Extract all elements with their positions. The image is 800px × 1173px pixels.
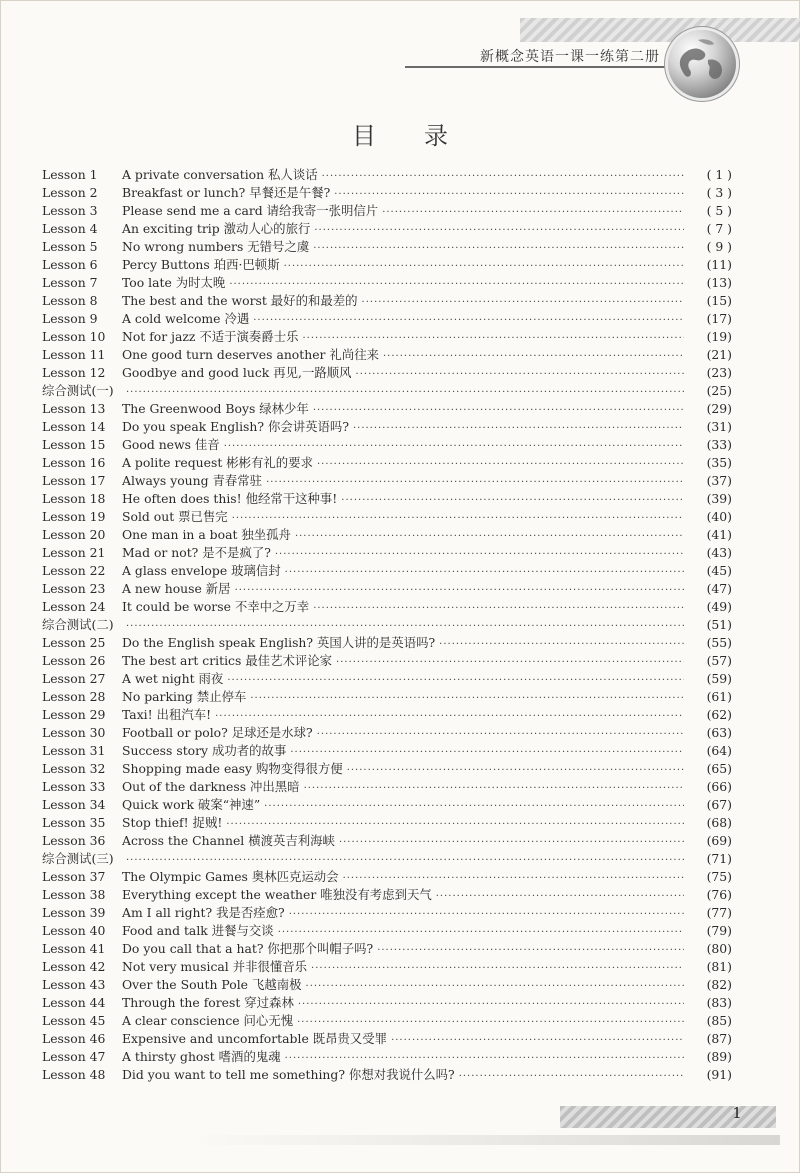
toc-entry[interactable] xyxy=(42,634,732,652)
lesson-label: Lesson 22 xyxy=(42,563,106,578)
lesson-label: Lesson 34 xyxy=(42,797,106,812)
lesson-title: Taxi! 出租汽车! xyxy=(122,707,212,722)
page-reference: (67) xyxy=(706,797,732,812)
lesson-title: Football or polo? 足球还是水球? xyxy=(122,725,313,740)
page-reference: (77) xyxy=(706,905,732,920)
page-reference: ( 1 ) xyxy=(706,167,732,182)
page-reference: (35) xyxy=(706,455,732,470)
lesson-label: Lesson 15 xyxy=(42,437,106,452)
lesson-title: A clear conscience 问心无愧 xyxy=(122,1013,294,1028)
toc-entry[interactable] xyxy=(42,166,732,184)
dot-leader xyxy=(253,312,684,330)
lesson-title: Food and talk 进餐与交谈 xyxy=(122,923,274,938)
footer-shadow xyxy=(180,1135,780,1145)
toc-entry[interactable] xyxy=(42,688,732,706)
lesson-label: Lesson 8 xyxy=(42,293,98,308)
toc-entry[interactable] xyxy=(42,598,732,616)
lesson-label: Lesson 1 xyxy=(42,167,98,182)
toc-entry[interactable] xyxy=(42,940,732,958)
dot-leader xyxy=(314,222,684,240)
dot-leader xyxy=(339,834,684,852)
toc-entry[interactable] xyxy=(42,814,732,832)
lesson-label: Lesson 36 xyxy=(42,833,106,848)
dot-leader xyxy=(383,348,684,366)
dot-leader xyxy=(334,186,684,204)
lesson-title: Shopping made easy 购物变得很方便 xyxy=(122,761,343,776)
dot-leader xyxy=(290,744,684,762)
dot-leader xyxy=(336,654,684,672)
lesson-label: Lesson 25 xyxy=(42,635,106,650)
page-reference: (43) xyxy=(706,545,732,560)
lesson-label: Lesson 37 xyxy=(42,869,106,884)
lesson-title: The Greenwood Boys 绿林少年 xyxy=(122,401,309,416)
book-title: 新概念英语一课一练第二册 xyxy=(480,49,660,65)
lesson-label: Lesson 5 xyxy=(42,239,98,254)
lesson-label: Lesson 14 xyxy=(42,419,106,434)
toc-entry[interactable] xyxy=(42,1012,732,1030)
dot-leader xyxy=(306,978,684,996)
table-of-contents xyxy=(42,166,732,1084)
lesson-label: Lesson 23 xyxy=(42,581,106,596)
lesson-label: Lesson 9 xyxy=(42,311,98,326)
toc-entry[interactable] xyxy=(42,436,732,454)
lesson-label: Lesson 42 xyxy=(42,959,106,974)
dot-leader xyxy=(227,672,684,690)
page-reference: (89) xyxy=(706,1049,732,1064)
page-reference: (65) xyxy=(706,761,732,776)
page-reference: (71) xyxy=(706,851,732,866)
toc-entry[interactable] xyxy=(42,310,732,328)
page-reference: (80) xyxy=(706,941,732,956)
lesson-label: Lesson 7 xyxy=(42,275,98,290)
lesson-label: Lesson 16 xyxy=(42,455,106,470)
page-reference: ( 7 ) xyxy=(706,221,732,236)
lesson-label: Lesson 40 xyxy=(42,923,106,938)
toc-entry[interactable] xyxy=(42,850,732,868)
lesson-label: Lesson 26 xyxy=(42,653,106,668)
lesson-title: One man in a boat 独坐孤舟 xyxy=(122,527,291,542)
page-reference: (63) xyxy=(706,725,732,740)
lesson-title: Percy Buttons 珀西·巴顿斯 xyxy=(122,257,280,272)
toc-entry[interactable] xyxy=(42,976,732,994)
page-reference: (19) xyxy=(706,329,732,344)
toc-entry[interactable] xyxy=(42,292,732,310)
lesson-title: Success story 成功者的故事 xyxy=(122,743,287,758)
dot-leader xyxy=(285,564,684,582)
dot-leader xyxy=(356,366,684,384)
toc-entry[interactable] xyxy=(42,868,732,886)
lesson-label: Lesson 33 xyxy=(42,779,106,794)
lesson-title: No wrong numbers 无错号之虞 xyxy=(122,239,310,254)
lesson-label: Lesson 6 xyxy=(42,257,98,272)
page-reference: (21) xyxy=(706,347,732,362)
dot-leader xyxy=(304,780,684,798)
page-reference: (76) xyxy=(706,887,732,902)
lesson-title: No parking 禁止停车 xyxy=(122,689,247,704)
toc-entry[interactable] xyxy=(42,526,732,544)
toc-entry[interactable] xyxy=(42,580,732,598)
toc-entry[interactable] xyxy=(42,724,732,742)
lesson-label: Lesson 28 xyxy=(42,689,106,704)
lesson-label: Lesson 4 xyxy=(42,221,98,236)
page-reference: (69) xyxy=(706,833,732,848)
lesson-title: Goodbye and good luck 再见,一路顺风 xyxy=(122,365,352,380)
toc-entry[interactable] xyxy=(42,202,732,220)
page-reference: (17) xyxy=(706,311,732,326)
toc-entry[interactable] xyxy=(42,1030,732,1048)
lesson-label: Lesson 45 xyxy=(42,1013,106,1028)
lesson-title: Sold out 票已售完 xyxy=(122,509,228,524)
lesson-label: 综合测试(一) xyxy=(42,383,114,398)
lesson-title: Quick work 破案“神速” xyxy=(122,797,261,812)
page-reference: (68) xyxy=(706,815,732,830)
dot-leader xyxy=(311,960,684,978)
lesson-label: Lesson 29 xyxy=(42,707,106,722)
lesson-title: The Olympic Games 奥林匹克运动会 xyxy=(122,869,339,884)
lesson-title: A wet night 雨夜 xyxy=(122,671,224,686)
page-reference: (81) xyxy=(706,959,732,974)
toc-entry[interactable] xyxy=(42,220,732,238)
page-reference: (39) xyxy=(706,491,732,506)
toc-entry[interactable] xyxy=(42,544,732,562)
dot-leader xyxy=(382,204,684,222)
dot-leader xyxy=(275,546,684,564)
toc-entry[interactable] xyxy=(42,454,732,472)
lesson-title: A new house 新居 xyxy=(122,581,231,596)
page-reference: (33) xyxy=(706,437,732,452)
page-number: 1 xyxy=(732,1104,742,1122)
dot-leader xyxy=(353,420,684,438)
lesson-label: Lesson 12 xyxy=(42,365,106,380)
dot-leader xyxy=(313,402,684,420)
lesson-title: Not for jazz 不适于演奏爵士乐 xyxy=(122,329,299,344)
page-reference: (66) xyxy=(706,779,732,794)
lesson-title: Please send me a card 请给我寄一张明信片 xyxy=(122,203,379,218)
dot-leader xyxy=(459,1068,684,1086)
lesson-label: Lesson 30 xyxy=(42,725,106,740)
lesson-title: Everything except the weather 唯独没有考虑到天气 xyxy=(122,887,432,902)
lesson-title: Mad or not? 是不是疯了? xyxy=(122,545,271,560)
lesson-label: Lesson 10 xyxy=(42,329,106,344)
lesson-label: Lesson 20 xyxy=(42,527,106,542)
lesson-label: Lesson 44 xyxy=(42,995,106,1010)
toc-entry[interactable] xyxy=(42,400,732,418)
toc-entry[interactable] xyxy=(42,490,732,508)
toc-entry[interactable] xyxy=(42,238,732,256)
dot-leader xyxy=(317,726,684,744)
toc-entry[interactable] xyxy=(42,904,732,922)
dot-leader xyxy=(377,942,684,960)
page-title: 目录 xyxy=(352,122,496,150)
toc-entry[interactable] xyxy=(42,832,732,850)
lesson-title: The best and the worst 最好的和最差的 xyxy=(122,293,358,308)
lesson-label: Lesson 27 xyxy=(42,671,106,686)
lesson-title: Not very musical 并非很懂音乐 xyxy=(122,959,308,974)
lesson-title: Good news 佳音 xyxy=(122,437,220,452)
page-reference: (23) xyxy=(706,365,732,380)
lesson-title: Breakfast or lunch? 早餐还是午餐? xyxy=(122,185,331,200)
lesson-title: Do the English speak English? 英国人讲的是英语吗? xyxy=(122,635,436,650)
toc-entry[interactable] xyxy=(42,886,732,904)
page-reference: (40) xyxy=(706,509,732,524)
header-rule xyxy=(405,66,667,68)
lesson-label: Lesson 46 xyxy=(42,1031,106,1046)
page-reference: (13) xyxy=(706,275,732,290)
dot-leader xyxy=(341,492,684,510)
page-reference: (47) xyxy=(706,581,732,596)
lesson-title: A thirsty ghost 嗜酒的鬼魂 xyxy=(122,1049,281,1064)
lesson-title: Across the Channel 横渡英吉利海峡 xyxy=(122,833,335,848)
dot-leader xyxy=(250,690,684,708)
lesson-title: Expensive and uncomfortable 既昂贵又受罪 xyxy=(122,1031,388,1046)
lesson-label: Lesson 19 xyxy=(42,509,106,524)
page-reference: (31) xyxy=(706,419,732,434)
dot-leader xyxy=(317,456,684,474)
page-reference: (55) xyxy=(706,635,732,650)
page-reference: (37) xyxy=(706,473,732,488)
dot-leader xyxy=(232,510,684,528)
dot-leader xyxy=(313,240,684,258)
toc-entry[interactable] xyxy=(42,922,732,940)
lesson-title: Always young 青春常驻 xyxy=(122,473,263,488)
lesson-title: A private conversation 私人谈话 xyxy=(122,167,318,182)
lesson-title: Over the South Pole 飞越南极 xyxy=(122,977,302,992)
page-reference: (25) xyxy=(706,383,732,398)
page-reference: (29) xyxy=(706,401,732,416)
lesson-title: One good turn deserves another 礼尚往来 xyxy=(122,347,379,362)
toc-entry[interactable] xyxy=(42,472,732,490)
lesson-label: Lesson 38 xyxy=(42,887,106,902)
toc-entry[interactable] xyxy=(42,382,732,400)
lesson-label: Lesson 17 xyxy=(42,473,106,488)
page-reference: (51) xyxy=(706,617,732,632)
page-reference: (87) xyxy=(706,1031,732,1046)
toc-entry[interactable] xyxy=(42,256,732,274)
dot-leader xyxy=(439,636,684,654)
lesson-title: Do you call that a hat? 你把那个叫帽子吗? xyxy=(122,941,374,956)
lesson-label: Lesson 24 xyxy=(42,599,106,614)
toc-entry[interactable] xyxy=(42,508,732,526)
lesson-title: Am I all right? 我是否痊愈? xyxy=(122,905,285,920)
dot-leader xyxy=(362,294,684,312)
lesson-title: A polite request 彬彬有礼的要求 xyxy=(122,455,313,470)
globe-icon xyxy=(668,30,736,98)
lesson-title: Do you speak English? 你会讲英语吗? xyxy=(122,419,349,434)
lesson-title: It could be worse 不幸中之万幸 xyxy=(122,599,310,614)
toc-entry[interactable] xyxy=(42,778,732,796)
lesson-label: 综合测试(二) xyxy=(42,617,114,632)
lesson-title: Stop thief! 捉贼! xyxy=(122,815,223,830)
page-reference: (91) xyxy=(706,1067,732,1082)
page-reference: (11) xyxy=(706,257,732,272)
header-decor-strip xyxy=(520,18,800,42)
page-reference: (62) xyxy=(706,707,732,722)
page-reference: ( 5 ) xyxy=(706,203,732,218)
toc-entry[interactable] xyxy=(42,1066,732,1084)
page-reference: (15) xyxy=(706,293,732,308)
page-reference: (41) xyxy=(706,527,732,542)
page-reference: (75) xyxy=(706,869,732,884)
lesson-label: Lesson 18 xyxy=(42,491,106,506)
toc-entry[interactable] xyxy=(42,742,732,760)
lesson-label: Lesson 11 xyxy=(42,347,106,362)
dot-leader xyxy=(284,258,684,276)
page-reference: (59) xyxy=(706,671,732,686)
page-reference: (82) xyxy=(706,977,732,992)
page-reference: (45) xyxy=(706,563,732,578)
lesson-label: Lesson 35 xyxy=(42,815,106,830)
lesson-title: An exciting trip 激动人心的旅行 xyxy=(122,221,311,236)
page-reference: (79) xyxy=(706,923,732,938)
lesson-label: Lesson 13 xyxy=(42,401,106,416)
toc-entry[interactable] xyxy=(42,652,732,670)
toc-entry[interactable] xyxy=(42,274,732,292)
lesson-label: Lesson 2 xyxy=(42,185,98,200)
toc-entry[interactable] xyxy=(42,364,732,382)
lesson-label: Lesson 43 xyxy=(42,977,106,992)
dot-leader xyxy=(322,168,684,186)
toc-entry[interactable] xyxy=(42,562,732,580)
toc-entry[interactable] xyxy=(42,706,732,724)
lesson-label: 综合测试(三) xyxy=(42,851,114,866)
toc-entry[interactable] xyxy=(42,418,732,436)
lesson-label: Lesson 32 xyxy=(42,761,106,776)
dot-leader xyxy=(298,996,684,1014)
toc-entry[interactable] xyxy=(42,616,732,634)
dot-leader xyxy=(391,1032,684,1050)
dot-leader xyxy=(347,762,684,780)
lesson-title: The best art critics 最佳艺术评论家 xyxy=(122,653,333,668)
page-reference: (83) xyxy=(706,995,732,1010)
toc-entry[interactable] xyxy=(42,796,732,814)
page-reference: (85) xyxy=(706,1013,732,1028)
lesson-title: He often does this! 他经常干这种事! xyxy=(122,491,338,506)
toc-entry[interactable] xyxy=(42,328,732,346)
toc-entry[interactable] xyxy=(42,670,732,688)
lesson-label: Lesson 39 xyxy=(42,905,106,920)
dot-leader xyxy=(436,888,684,906)
page-reference: (61) xyxy=(706,689,732,704)
lesson-title: A glass envelope 玻璃信封 xyxy=(122,563,281,578)
lesson-label: Lesson 41 xyxy=(42,941,106,956)
toc-entry[interactable] xyxy=(42,760,732,778)
lesson-label: Lesson 31 xyxy=(42,743,106,758)
dot-leader xyxy=(264,798,684,816)
lesson-title: Too late 为时太晚 xyxy=(122,275,226,290)
toc-entry[interactable] xyxy=(42,346,732,364)
toc-entry[interactable] xyxy=(42,994,732,1012)
lesson-label: Lesson 3 xyxy=(42,203,98,218)
dot-leader xyxy=(295,528,684,546)
lesson-title: Did you want to tell me something? 你想对我说什么吗? xyxy=(122,1067,455,1082)
lesson-title: Through the forest 穿过森林 xyxy=(122,995,294,1010)
lesson-label: Lesson 21 xyxy=(42,545,106,560)
lesson-title: A cold welcome 冷遇 xyxy=(122,311,250,326)
page-reference: (64) xyxy=(706,743,732,758)
page-reference: ( 9 ) xyxy=(706,239,732,254)
page-reference: ( 3 ) xyxy=(706,185,732,200)
toc-entry[interactable] xyxy=(42,184,732,202)
lesson-title: Out of the darkness 冲出黑暗 xyxy=(122,779,300,794)
lesson-label: Lesson 47 xyxy=(42,1049,106,1064)
lesson-label: Lesson 48 xyxy=(42,1067,106,1082)
toc-entry[interactable] xyxy=(42,958,732,976)
page-reference: (57) xyxy=(706,653,732,668)
toc-entry[interactable] xyxy=(42,1048,732,1066)
page-reference: (49) xyxy=(706,599,732,614)
dot-leader xyxy=(289,906,684,924)
dot-leader xyxy=(313,600,684,618)
